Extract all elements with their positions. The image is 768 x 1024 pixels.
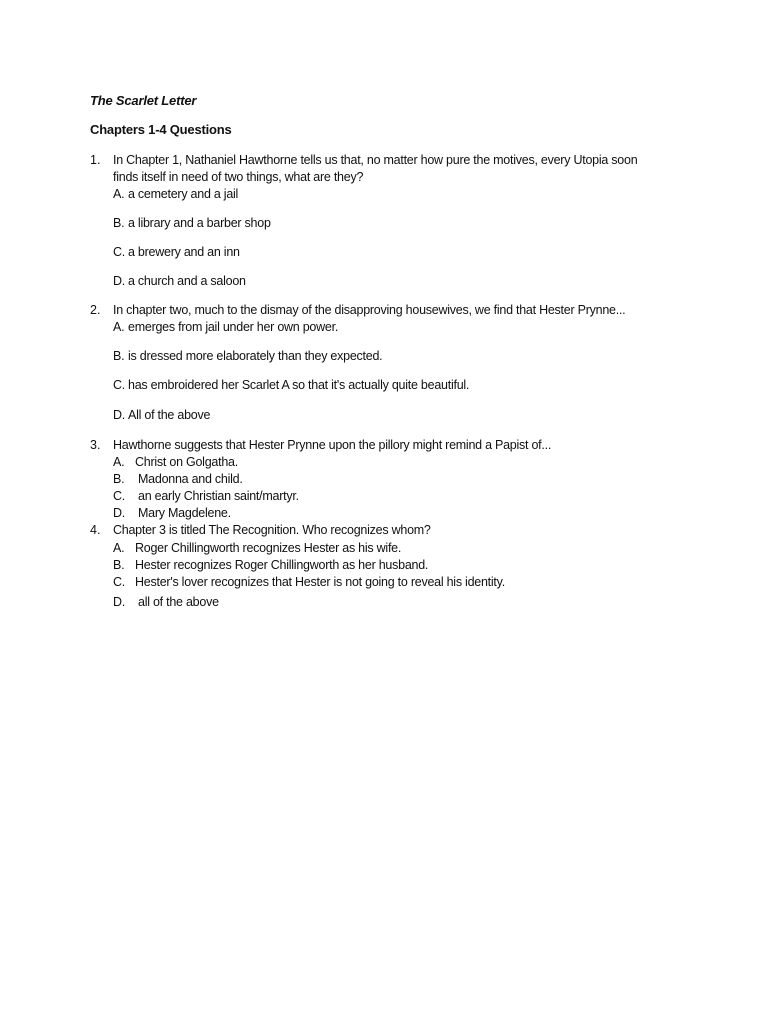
option-text: a library and a barber shop	[128, 216, 271, 230]
option-letter: A.	[113, 187, 125, 201]
option-letter: D.	[113, 408, 125, 422]
option-letter: B.	[113, 558, 125, 572]
question-number: 4.	[90, 523, 101, 537]
option-text: Hester recognizes Roger Chillingworth as her husband.	[135, 558, 429, 572]
option-text: a brewery and an inn	[128, 245, 240, 259]
question-number: 3.	[90, 438, 101, 452]
option-letter: C.	[113, 489, 125, 503]
option-letter: B.	[113, 472, 125, 486]
option-text: emerges from jail under her own power.	[128, 320, 339, 334]
option-letter: B.	[113, 349, 125, 363]
question-text: In Chapter 1, Nathaniel Hawthorne tells us that, no matter how pure the motives, every Utopia soon	[113, 153, 638, 167]
option-text: is dressed more elaborately than they expected.	[128, 349, 383, 363]
option-text: Mary Magdelene.	[138, 506, 231, 520]
option-letter: C.	[113, 245, 125, 259]
question-number: 1.	[90, 153, 101, 167]
option-text: All of the above	[128, 408, 211, 422]
option-letter: B.	[113, 216, 125, 230]
document-title: The Scarlet Letter	[90, 93, 197, 108]
option-letter: C.	[113, 575, 125, 589]
option-letter: D.	[113, 506, 125, 520]
option-text: has embroidered her Scarlet A so that it's actually quite beautiful.	[128, 378, 470, 392]
option-text: all of the above	[138, 595, 219, 609]
option-letter: D.	[113, 595, 125, 609]
option-text: an early Christian saint/martyr.	[138, 489, 299, 503]
question-text: In chapter two, much to the dismay of the disapproving housewives, we find that Hester Prynne...	[113, 303, 626, 317]
document-subtitle: Chapters 1-4 Questions	[90, 122, 232, 137]
option-letter: C.	[113, 378, 125, 392]
question-text: finds itself in need of two things, what are they?	[113, 170, 364, 184]
question-number: 2.	[90, 303, 101, 317]
option-text: a cemetery and a jail	[128, 187, 239, 201]
option-text: Hester's lover recognizes that Hester is not going to reveal his identity.	[135, 575, 505, 589]
option-text: Madonna and child.	[138, 472, 243, 486]
option-letter: A.	[113, 320, 125, 334]
option-letter: A.	[113, 455, 125, 469]
option-letter: A.	[113, 541, 125, 555]
option-text: Roger Chillingworth recognizes Hester as his wife.	[135, 541, 402, 555]
option-text: Christ on Golgatha.	[135, 455, 238, 469]
question-text: Hawthorne suggests that Hester Prynne upon the pillory might remind a Papist of...	[113, 438, 552, 452]
option-letter: D.	[113, 274, 125, 288]
question-text: Chapter 3 is titled The Recognition. Who recognizes whom?	[113, 523, 431, 537]
option-text: a church and a saloon	[128, 274, 246, 288]
